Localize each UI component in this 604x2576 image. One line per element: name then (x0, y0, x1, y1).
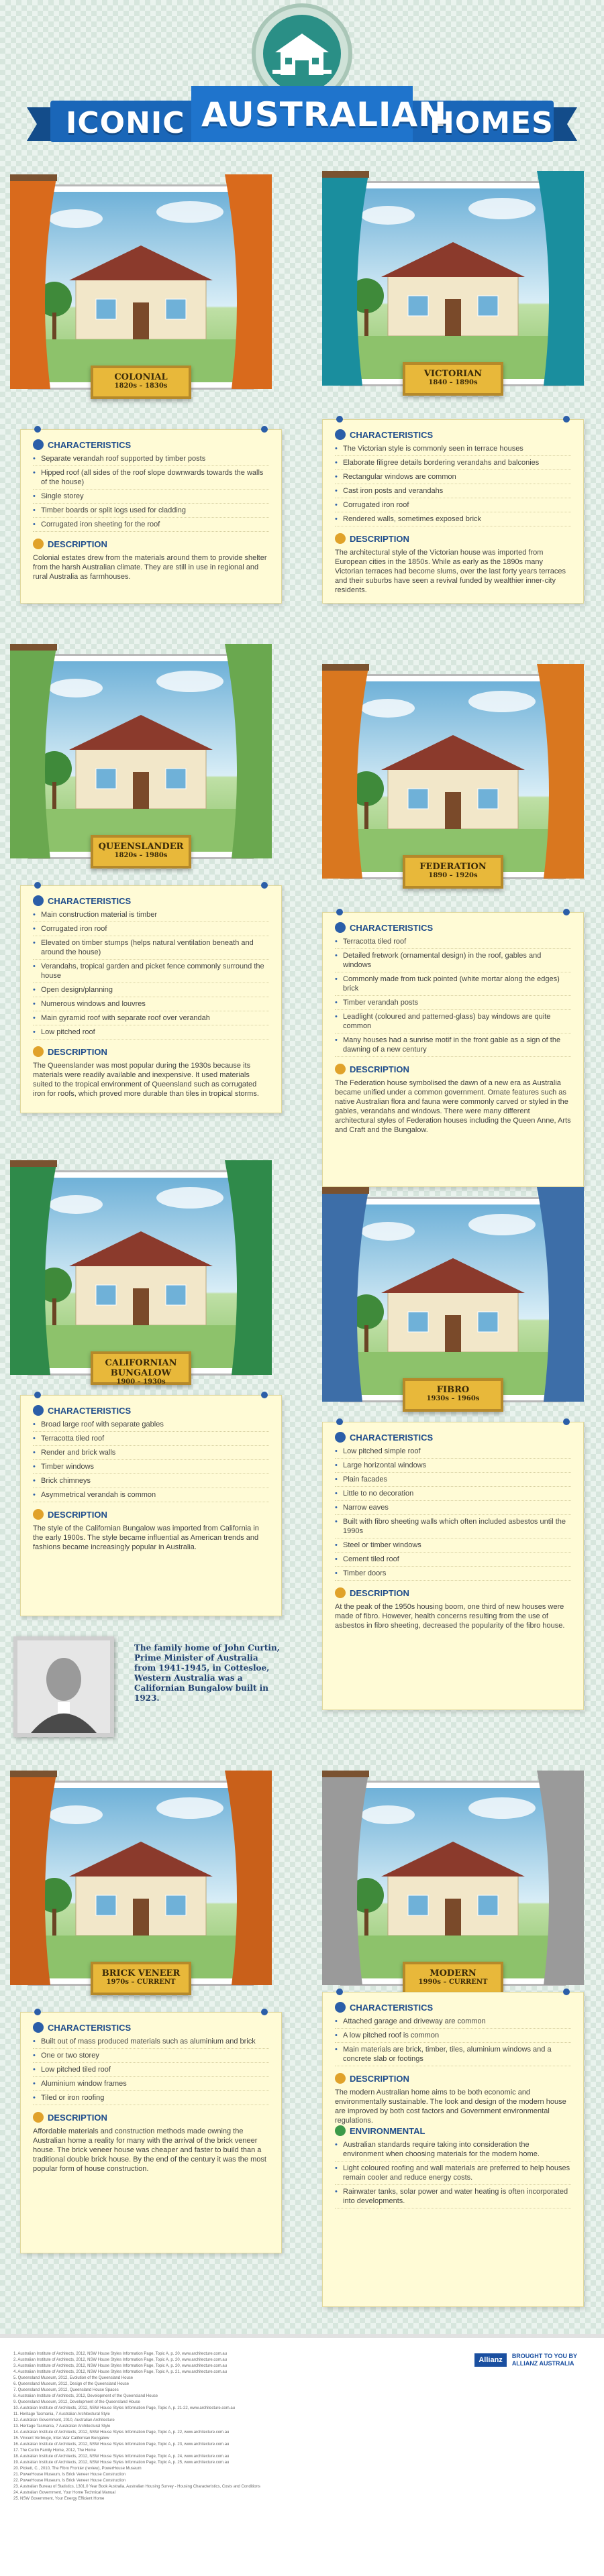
title-word-iconic: ICONIC (66, 106, 185, 140)
info-note (20, 885, 282, 1113)
characteristic-item: • Open design/planning (33, 985, 269, 997)
pin-icon (563, 1418, 570, 1425)
house-name: COLONIAL (114, 372, 168, 382)
curtain-left (10, 174, 57, 396)
house-window (30, 656, 252, 857)
characteristic-item: • Aluminium window frames (33, 2079, 269, 2091)
info-note (322, 1422, 584, 1710)
characteristic-item: • Low pitched simple roof (335, 1447, 571, 1459)
characteristic-item: • Leadlight (coloured and patterned-glass) bay windows are quite common (335, 1012, 571, 1033)
pin-icon (34, 882, 41, 889)
book-icon (335, 533, 346, 544)
characteristics-list (335, 1447, 571, 1581)
reference-item: 13. Heritage Tasmania, 7 Australian Architectural Style (13, 2424, 111, 2428)
house-illustration (348, 1788, 558, 1978)
house-icon (33, 1405, 44, 1416)
characteristic-item: • A low pitched roof is common (335, 2031, 571, 2043)
info-note (20, 1395, 282, 1616)
brand-block (474, 2353, 577, 2367)
allianz-logo[interactable]: Allianz (474, 2353, 506, 2367)
reference-item: 16. Australian Institute of Architects, 2012, NSW House Styles Information Page, Topic A, p. 23, www.architecture.com.au (13, 2443, 230, 2447)
house-plaque (403, 855, 503, 889)
house-illustration (36, 192, 246, 382)
characteristics-heading: CHARACTERISTICS (33, 895, 269, 906)
description-heading: DESCRIPTION (33, 539, 269, 549)
house-years: 1930s – 1960s (426, 1395, 480, 1402)
characteristic-item: • Narrow eaves (335, 1503, 571, 1515)
house-years: 1820s – 1980s (114, 852, 168, 859)
characteristic-item: • Low pitched tiled roof (33, 2065, 269, 2077)
house-icon (33, 439, 44, 450)
characteristic-item: • Separate verandah roof supported by timber posts (33, 454, 269, 466)
pin-icon (261, 426, 268, 433)
info-note (322, 912, 584, 1187)
book-icon (335, 1064, 346, 1074)
brought-line-2: ALLIANZ AUSTRALIA (511, 2360, 574, 2367)
reference-item: 22. PowerHouse Museum, Is Brick Veneer House Construction (13, 2479, 126, 2483)
curtain-right (537, 664, 584, 885)
house-card (322, 171, 584, 412)
references-list (13, 2351, 430, 2502)
reference-item: 2. Australian Institute of Architects, 2012, NSW House Styles Information Page, Topic A, p. 20, www.architecture.com.au (13, 2358, 228, 2362)
description-heading: DESCRIPTION (335, 2073, 571, 2084)
header (0, 0, 604, 161)
curtain-right (537, 1771, 584, 1992)
info-note (322, 1992, 584, 2307)
characteristic-item: • Terracotta tiled roof (335, 937, 571, 949)
description-heading: DESCRIPTION (33, 1509, 269, 1520)
curtain-right (225, 1771, 272, 1992)
reference-item: 7. Queensland Museum, 2012, Queensland House Spaces (13, 2388, 119, 2392)
characteristic-item: • Numerous windows and louvres (33, 999, 269, 1011)
characteristic-item: • Little to no decoration (335, 1489, 571, 1501)
house-card (322, 664, 584, 905)
characteristics-heading: CHARACTERISTICS (33, 1405, 269, 1416)
characteristic-item: • Timber windows (33, 1462, 269, 1474)
reference-item: 3. Australian Institute of Architects, 2012, NSW House Styles Information Page, Topic A, p. 20, www.architecture.com.au (13, 2364, 228, 2368)
house-icon (335, 2002, 346, 2013)
characteristic-item: • Asymmetrical verandah is common (33, 1490, 269, 1502)
characteristic-item: • Terracotta tiled roof (33, 1434, 269, 1446)
characteristic-item: • Built with fibro sheeting walls which often included asbestos until the 1990s (335, 1517, 571, 1538)
reference-item: 9. Queensland Museum, 2012, Development of the Queensland House (13, 2400, 140, 2404)
portrait-caption: The family home of John Curtin, Prime Minister of Australia from 1941-1945, in Cottesloe, Western Australia was a Californian Bungalow built in 1923. (134, 1643, 280, 1703)
pin-icon (34, 1392, 41, 1398)
house-years: 1820s – 1830s (114, 382, 168, 390)
characteristic-item: • Timber boards or split logs used for cladding (33, 506, 269, 518)
characteristic-item: • Many houses had a sunrise motif in the front gable as a sign of the dawning of a new century (335, 1035, 571, 1057)
characteristics-heading: CHARACTERISTICS (335, 2002, 571, 2013)
reference-item: 17. The Curtin Family Home, 2012, The Home (13, 2449, 96, 2453)
reference-item: 24. Australian Government, Your Home Technical Manual (13, 2491, 115, 2495)
curtain-right (225, 644, 272, 865)
house-plaque (403, 362, 503, 396)
house-plaque (91, 1351, 191, 1385)
curtain-right (537, 171, 584, 392)
house-illustration (348, 188, 558, 379)
house-illustration (348, 1205, 558, 1395)
house-window (342, 1199, 564, 1400)
book-icon (33, 539, 44, 549)
reference-item: 10. Australian Institute of Architects, 2012, NSW House Styles Information Page, Topic A, p. 21-22, www.architecture.com.au (13, 2406, 236, 2410)
description-heading: DESCRIPTION (335, 533, 571, 544)
description-text: Colonial estates drew from the materials around them to provide shelter from the harsh Australian climate. They are still in use in regional and rural Australia as farmhouses. (33, 554, 267, 581)
characteristic-item: • Hipped roof (all sides of the roof slope downwards towards the walls of the house) (33, 468, 269, 490)
description-text: The architectural style of the Victorian house was imported from European cities in the 1850s. While as early as the 1890s many Victorian terraces had become slums, over the last forty years terraces and their suburbs have seen a revival funded by wealthier inner-city residents. (335, 549, 566, 594)
house-years: 1890 – 1920s (428, 872, 478, 879)
house-years: 1990s – CURRENT (418, 1978, 488, 1986)
info-note (20, 2012, 282, 2253)
characteristics-list (33, 454, 269, 532)
characteristic-item: • Corrugated iron roof (33, 924, 269, 936)
characteristic-item: • Verandahs, tropical garden and picket fence commonly surround the house (33, 962, 269, 983)
characteristic-item: • Brick chimneys (33, 1476, 269, 1488)
house-card (10, 174, 272, 416)
house-icon (33, 2022, 44, 2033)
title-word-australian: AUSTRALIAN (201, 95, 448, 134)
characteristics-list (335, 2017, 571, 2066)
characteristics-list (335, 937, 571, 1057)
book-icon (33, 2112, 44, 2123)
curtain-right (225, 174, 272, 396)
house-window (342, 676, 564, 877)
pin-icon (261, 2009, 268, 2015)
characteristic-item: • Elaborate filigree details bordering verandahs and balconies (335, 458, 571, 470)
house-illustration (36, 661, 246, 852)
reference-item: 4. Australian Institute of Architects, 2012, NSW House Styles Information Page, Topic A, p. 21, www.architecture.com.au (13, 2370, 228, 2374)
characteristics-heading: CHARACTERISTICS (33, 2022, 269, 2033)
reference-item: 8. Australian Institute of Architects, 2012, Development of the Queensland House (13, 2394, 158, 2398)
house-name: VICTORIAN (423, 369, 483, 379)
reference-item: 11. Heritage Tasmania, 7 Australian Architectural Style (13, 2412, 110, 2416)
house-name: CALIFORNIAN BUNGALOW (105, 1358, 177, 1378)
house-plaque (91, 835, 191, 869)
characteristic-item: • Main materials are brick, timber, tiles, aluminium windows and a concrete slab or footings (335, 2045, 571, 2066)
house-name: FIBRO (436, 1385, 470, 1395)
characteristic-item: • Large horizontal windows (335, 1461, 571, 1473)
leaf-icon (335, 2125, 346, 2136)
characteristic-item: • Render and brick walls (33, 1448, 269, 1460)
description-text: The Queenslander was most popular during the 1930s because its materials were readily available and inexpensive. It used materials suited to the tropical environment of Queensland such as corrugated iron for roofs, which proved more durable than tiles in tropical storms. (33, 1062, 259, 1098)
info-note (322, 419, 584, 604)
pin-icon (261, 882, 268, 889)
house-icon (33, 895, 44, 906)
curtain-left (322, 1771, 369, 1992)
house-name: QUEENSLANDER (98, 842, 184, 852)
characteristic-item: • Detailed fretwork (ornamental design) in the roof, gables and windows (335, 951, 571, 972)
curtain-left (322, 1187, 369, 1408)
curtain-right (537, 1187, 584, 1408)
environmental-item: • Australian standards require taking into consideration the environment when choosing materials for the modern home. (335, 2140, 571, 2162)
reference-item: 20. Pickett, C., 2010, The Fibro Frontier (review), PowerHouse Museum (13, 2467, 142, 2471)
curtain-left (10, 1771, 57, 1992)
characteristic-item: • Cement tiled roof (335, 1555, 571, 1567)
description-heading: DESCRIPTION (335, 1064, 571, 1074)
characteristics-heading: CHARACTERISTICS (33, 439, 269, 450)
description-heading: DESCRIPTION (335, 1587, 571, 1598)
description-text: The Federation house symbolised the dawn of a new era as Australia became unified under a common government. Ornate features such as native Australian flora and fauna were commonly carved or styled in the gables, verandahs and windows. There were many different architectural styles of Federation houses including the Queen Anne, Arts and Craft and the Bungalow. (335, 1079, 571, 1134)
book-icon (335, 2073, 346, 2084)
footer (0, 2334, 604, 2576)
house-icon (335, 429, 346, 440)
characteristic-item: • Elevated on timber stumps (helps natural ventilation beneath and around the house) (33, 938, 269, 960)
reference-item: 25. NSW Government, Your Energy Efficient Home (13, 2497, 105, 2501)
characteristics-heading: CHARACTERISTICS (335, 429, 571, 440)
reference-item: 15. Vincent Verbruge, Inter-War Californian Bungalow (13, 2437, 109, 2441)
house-window (30, 186, 252, 388)
house-icon (335, 1432, 346, 1443)
environmental-item: • Light coloured roofing and wall materials are preferred to help houses remain cooler and reduce energy costs. (335, 2164, 571, 2185)
curtain-right (225, 1160, 272, 1382)
characteristic-item: • Tiled or iron roofing (33, 2093, 269, 2105)
description-text: The modern Australian home aims to be both economic and environmentally sustainable. The look and design of the modern house are improved by both cost factors and Government environmental regulations. (335, 2088, 566, 2125)
reference-item: 14. Australian Institute of Architects, 2012, NSW House Styles Information Page, Topic A, p. 22, www.architecture.com.au (13, 2430, 230, 2434)
characteristic-item: • One or two storey (33, 2051, 269, 2063)
characteristic-item: • Built out of mass produced materials such as aluminium and brick (33, 2037, 269, 2049)
pin-icon (563, 909, 570, 915)
curtain-left (322, 664, 369, 885)
characteristic-item: • Corrugated iron roof (335, 500, 571, 512)
characteristic-item: • Cast iron posts and verandahs (335, 486, 571, 498)
reference-item: 5. Queensland Museum, 2012, Evolution of the Queensland House (13, 2376, 134, 2380)
characteristic-item: • Main gyramid roof with separate roof over verandah (33, 1013, 269, 1025)
house-window (342, 183, 564, 384)
characteristic-item: • Single storey (33, 492, 269, 504)
reference-item: 1. Australian Institute of Architects, 2012, NSW House Styles Information Page, Topic A, p. 20, www.architecture.com.au (13, 2352, 228, 2356)
house-illustration (36, 1178, 246, 1368)
info-note (20, 429, 282, 604)
house-card (10, 644, 272, 885)
house-plaque (91, 366, 191, 399)
house-window (30, 1172, 252, 1374)
characteristics-list (33, 2037, 269, 2105)
house-window (30, 1783, 252, 1984)
characteristic-item: • Plain facades (335, 1475, 571, 1487)
environmental-item: • Rainwater tanks, solar power and water heating is often incorporated into developments. (335, 2187, 571, 2208)
description-text: The style of the Californian Bungalow was imported from California in the early 1900s. The style became influential as American trends and fashions became increasingly popular in Australia. (33, 1524, 259, 1551)
reference-item: 23. Australian Bureau of Statistics, 1301.0 Year Book Australia, Australian Housing Survey - Housing Characteristics, Costs and Conditions (13, 2485, 260, 2489)
description-text: At the peak of the 1950s housing boom, one third of new houses were made of fibro. However, health concerns resulting from the use of asbestos in fibro sheeting, decreased the popularity of the fibro house. (335, 1603, 565, 1630)
characteristic-item: • Steel or timber windows (335, 1541, 571, 1553)
environmental-heading: ENVIRONMENTAL (335, 2125, 571, 2136)
reference-item: 12. Australian Government, 2010, Australian Architecture (13, 2418, 115, 2422)
book-icon (33, 1046, 44, 1057)
house-name: FEDERATION (419, 862, 487, 872)
characteristic-item: • Rectangular windows are common (335, 472, 571, 484)
house-icon (335, 922, 346, 933)
john-curtin-portrait (17, 1640, 110, 1733)
characteristic-item: • Timber doors (335, 1569, 571, 1581)
characteristics-heading: CHARACTERISTICS (335, 922, 571, 933)
characteristic-item: • Rendered walls, sometimes exposed brick (335, 514, 571, 526)
curtain-left (322, 171, 369, 392)
house-years: 1970s – CURRENT (106, 1978, 176, 1986)
pin-icon (336, 909, 343, 915)
description-heading: DESCRIPTION (33, 2112, 269, 2123)
house-illustration (36, 1788, 246, 1978)
title-word-homes: HOMES (430, 106, 554, 140)
characteristics-list (33, 910, 269, 1040)
pin-icon (34, 2009, 41, 2015)
house-card (10, 1771, 272, 2012)
reference-item: 18. Australian Institute of Architects, 2012, NSW House Styles Information Page, Topic A, p. 24, www.architecture.com.au (13, 2455, 230, 2459)
characteristics-list (335, 444, 571, 526)
house-plaque (403, 1378, 503, 1412)
house-plaque (403, 1962, 503, 1995)
reference-item: 19. Australian Institute of Architects, 2012, NSW House Styles Information Page, Topic A, p. 25, www.architecture.com.au (13, 2461, 230, 2465)
house-name: BRICK VENEER (101, 1968, 181, 1978)
house-name: MODERN (430, 1968, 476, 1978)
pin-icon (336, 1989, 343, 1995)
house-card (10, 1160, 272, 1402)
portrait-frame (13, 1636, 114, 1737)
characteristic-item: • Low pitched roof (33, 1027, 269, 1040)
book-icon (33, 1509, 44, 1520)
house-card (322, 1187, 584, 1429)
brought-to-you (512, 2353, 577, 2367)
curtain-left (10, 644, 57, 865)
characteristics-heading: CHARACTERISTICS (335, 1432, 571, 1443)
characteristic-item: • Corrugated iron sheeting for the roof (33, 520, 269, 532)
book-icon (335, 1587, 346, 1598)
description-text: Affordable materials and construction methods made owning the Australian home a reality for many with the arrival of the brick veneer house. The brick veneer house was cheaper and faster to build than a traditional double brick house. By the end of the century it was the most popular form of house construction. (33, 2127, 266, 2173)
reference-item: 6. Queensland Museum, 2012, Design of the Queensland House (13, 2382, 130, 2386)
characteristic-item: • Commonly made from tuck pointed (white mortar along the edges) brick (335, 974, 571, 996)
pin-icon (34, 426, 41, 433)
house-window (342, 1783, 564, 1984)
pin-icon (336, 416, 343, 423)
house-card (322, 1771, 584, 2012)
pin-icon (261, 1392, 268, 1398)
description-heading: DESCRIPTION (33, 1046, 269, 1057)
characteristics-list (33, 1420, 269, 1502)
pin-icon (563, 416, 570, 423)
house-years: 1840 – 1890s (428, 379, 478, 386)
brought-line-1: BROUGHT TO YOU BY (511, 2353, 577, 2359)
house-illustration (348, 681, 558, 872)
characteristic-item: • Broad large roof with separate gables (33, 1420, 269, 1432)
house-plaque (91, 1962, 191, 1995)
characteristic-item: • Timber verandah posts (335, 998, 571, 1010)
reference-item: 21. PowerHouse Museum, Is Brick Veneer House Construction (13, 2473, 126, 2477)
characteristic-item: • Main construction material is timber (33, 910, 269, 922)
curtain-left (10, 1160, 57, 1382)
characteristic-item: • Attached garage and driveway are common (335, 2017, 571, 2029)
pin-icon (336, 1418, 343, 1425)
pin-icon (563, 1989, 570, 1995)
house-years: 1900 – 1930s (116, 1378, 166, 1386)
characteristic-item: • The Victorian style is commonly seen in terrace houses (335, 444, 571, 456)
